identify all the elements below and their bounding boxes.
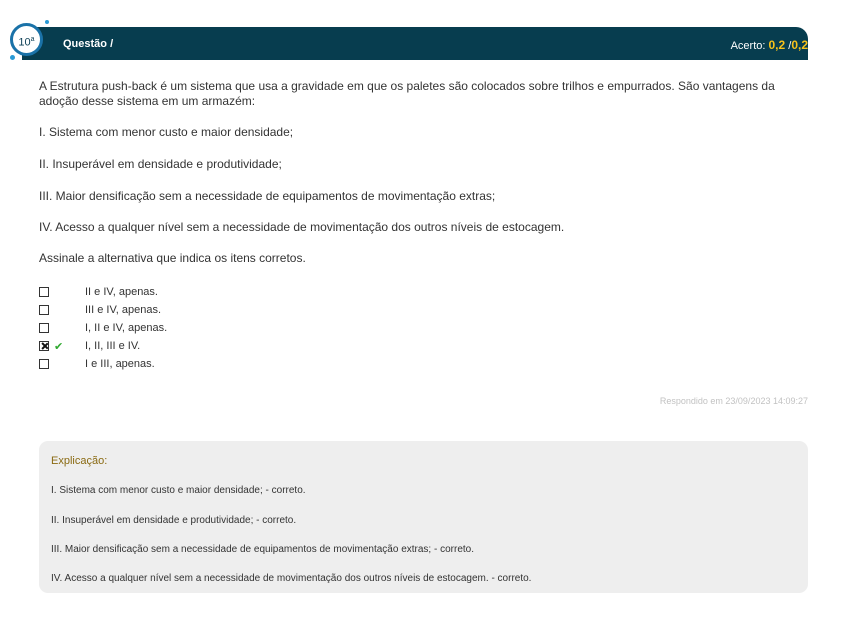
option-checkbox[interactable]: [39, 287, 49, 297]
score-total: 0,2: [791, 38, 808, 52]
green-check-icon: ✔: [54, 340, 64, 353]
option-label: I e III, apenas.: [85, 358, 155, 370]
explanation-title: Explicação:: [51, 455, 108, 467]
answer-option[interactable]: [39, 319, 167, 337]
explanation-line: IV. Acesso a qualquer nível sem a necessidade de movimentação dos outros níveis de estocagem. - correto.: [51, 573, 532, 584]
answer-option[interactable]: [39, 301, 167, 319]
explanation-line: I. Sistema com menor custo e maior densidade; - correto.: [51, 485, 306, 496]
score-value: 0,2: [768, 38, 786, 52]
option-label: I, II e IV, apenas.: [85, 322, 168, 334]
option-checkbox[interactable]: [39, 359, 49, 369]
explanation-line: II. Insuperável em densidade e produtividade; - correto.: [51, 515, 297, 526]
question-header-bar: [22, 27, 808, 60]
answer-option[interactable]: [39, 355, 167, 373]
option-checkbox-checked[interactable]: [39, 341, 49, 351]
answered-timestamp: Respondido em 23/09/2023 14:09:27: [659, 396, 808, 406]
explanation-box: [39, 441, 808, 593]
question-item-4: IV. Acesso a qualquer nível sem a necessidade de movimentação dos outros níveis de estocagem.: [39, 220, 565, 234]
explanation-line: III. Maior densificação sem a necessidade de equipamentos de movimentação extras; - correto.: [51, 544, 474, 555]
answer-option[interactable]: [39, 283, 167, 301]
option-label: II e IV, apenas.: [85, 286, 158, 298]
question-item-1: I. Sistema com menor custo e maior densidade;: [39, 125, 294, 139]
option-checkbox[interactable]: [39, 323, 49, 333]
question-title: Questão /: [63, 38, 114, 50]
badge-dot-decoration: [10, 55, 15, 60]
question-number-suffix: a: [30, 36, 35, 43]
option-label: I, II, III e IV.: [85, 340, 141, 352]
question-instruction: Assinale a alternativa que indica os itens corretos.: [39, 251, 306, 265]
question-item-2: II. Insuperável em densidade e produtividade;: [39, 157, 282, 171]
question-item-3: III. Maior densificação sem a necessidade de equipamentos de movimentação extras;: [39, 189, 496, 203]
score-display: [731, 38, 808, 52]
question-statement: A Estrutura push-back é um sistema que usa a gravidade em que os paletes são colocados sobre trilhos e empurrados. São vantagens da adoção desse sistema em um armazém:: [39, 79, 775, 108]
score-separator: /: [788, 40, 792, 52]
question-number: 10: [18, 36, 31, 49]
option-label: III e IV, apenas.: [85, 304, 162, 316]
answer-option-selected[interactable]: [39, 337, 167, 355]
question-number-badge: [10, 23, 43, 56]
score-label: Acerto:: [730, 40, 766, 52]
answer-options: [39, 283, 167, 373]
option-checkbox[interactable]: [39, 305, 49, 315]
badge-dot-decoration: [45, 20, 49, 24]
